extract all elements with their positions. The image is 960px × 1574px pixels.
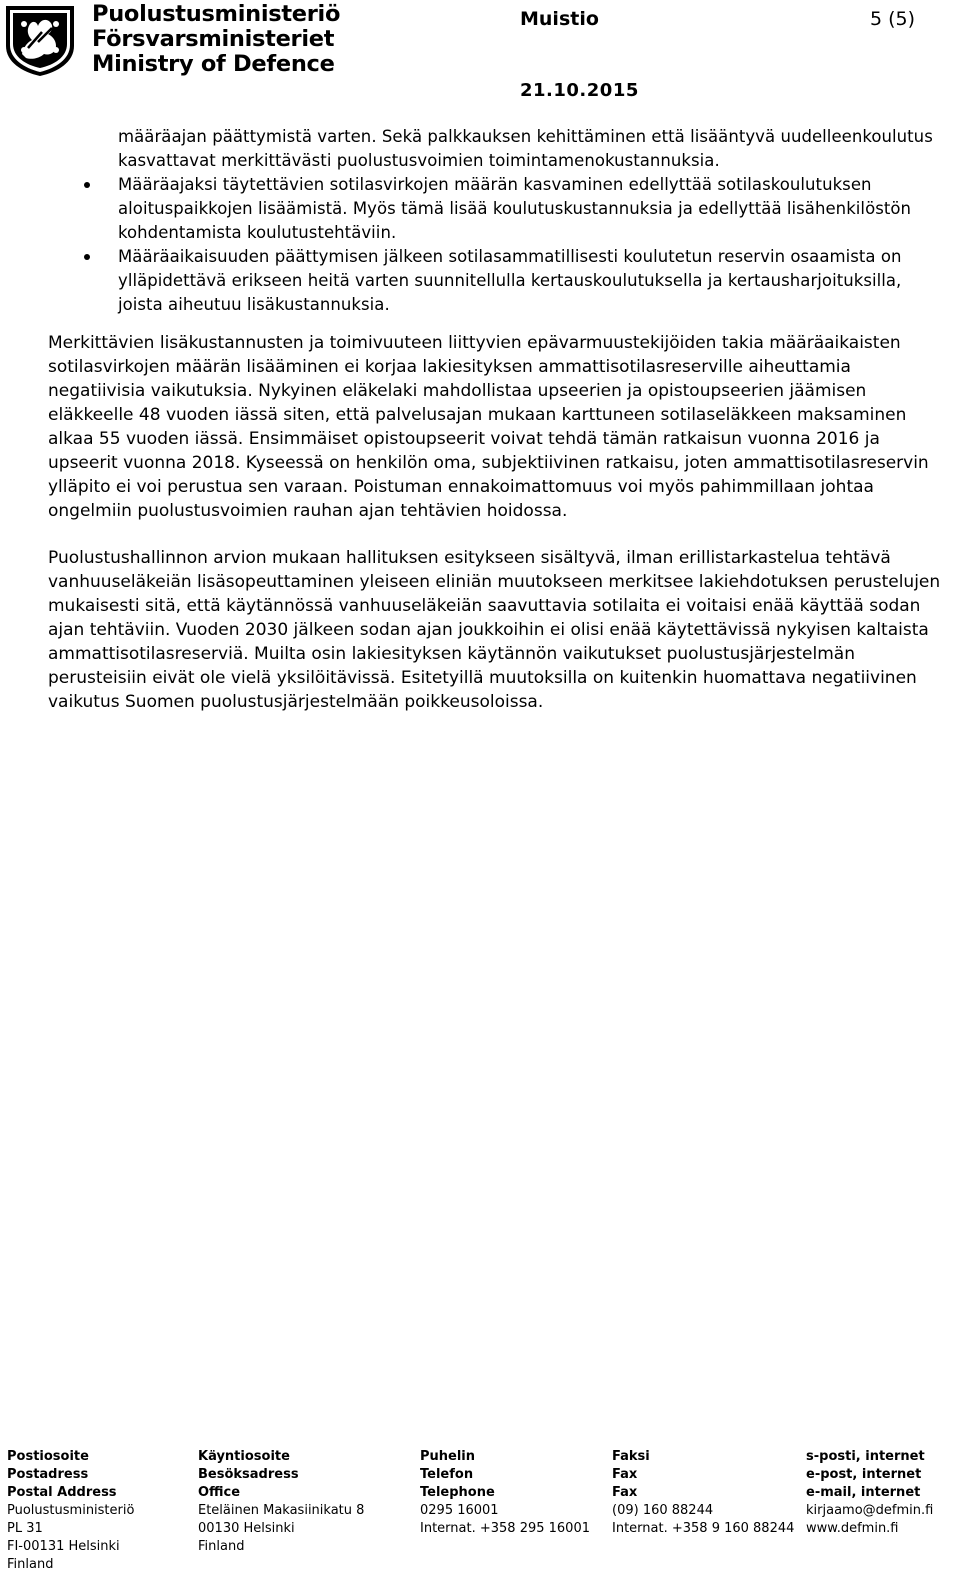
page-number: 5 (5) — [870, 8, 916, 30]
footer-line: PL 31 — [7, 1521, 43, 1536]
footer-line: Finland — [7, 1557, 54, 1572]
footer-heading: Telefon — [420, 1467, 474, 1482]
footer-line: Finland — [198, 1539, 245, 1554]
footer-visit-column — [198, 1448, 364, 1556]
footer-line: 0295 16001 — [420, 1503, 499, 1518]
footer-line: Puolustusministeriö — [7, 1503, 135, 1518]
footer-heading: Fax — [612, 1485, 638, 1500]
document-date: 21.10.2015 — [520, 80, 639, 101]
footer-postal-column — [7, 1448, 134, 1574]
footer-heading: Fax — [612, 1467, 638, 1482]
bullet-text: määräajan päättymistä varten. Sekä palkkauksen kehittäminen että lisääntyvä uudelleenkoulutus kasvattavat merkittävästi puolustusvoimien toimintamenokustannuksia. — [118, 127, 933, 170]
ministry-name-sv: Försvarsministeriet — [92, 26, 335, 52]
footer-email-link[interactable]: kirjaamo@defmin.fi — [806, 1503, 934, 1518]
bullet-dot-icon — [84, 254, 90, 260]
footer-line: FI-00131 Helsinki — [7, 1539, 120, 1554]
footer-heading: Postadress — [7, 1467, 89, 1482]
bullet-item — [48, 173, 948, 245]
footer-heading: Käyntiosoite — [198, 1449, 290, 1464]
footer-heading: Postiosoite — [7, 1449, 89, 1464]
footer-heading: Faksi — [612, 1449, 650, 1464]
footer-heading: Telephone — [420, 1485, 495, 1500]
footer-email-column — [806, 1448, 933, 1538]
footer-heading: Puhelin — [420, 1449, 476, 1464]
footer-website-link[interactable]: www.defmin.fi — [806, 1521, 899, 1536]
coat-of-arms-logo — [2, 2, 78, 78]
bullet-item — [48, 245, 948, 317]
bullet-dot-icon — [84, 182, 90, 188]
footer-fax-column — [612, 1448, 794, 1538]
footer-line: Eteläinen Makasiinikatu 8 — [198, 1503, 365, 1518]
bullet-text: Määräajaksi täytettävien sotilasvirkojen määrän kasvaminen edellyttää sotilaskoulutuksen aloituspaikkojen lisäämistä. Myös tämä lisää koulutuskustannuksia ja edellyttää lisähenkilöstön kohdentamista koulutustehtäviin. — [118, 175, 912, 242]
paragraph: Puolustushallinnon arvion mukaan hallituksen esitykseen sisältyvä, ilman erillistarkastelua tehtävä vanhuuseläkeiän lisäsopeuttaminen yleiseen eliniän muutokseen merkitsee lakiehdotuksen perustelujen mukaisesti sitä, että käytännössä vanhuuseläkeiän saavuttavia sotilaita ei voitaisi enää käyttää sodan ajan tehtäviin. Vuoden 2030 jälkeen sodan ajan joukkoihin ei olisi enää käytettävissä nykyisen kaltaista ammattisotilasreserviä. Muilta osin lakiesityksen käytännön vaikutukset puolustusjärjestelmän perusteisiin eivät ole vielä yksilöitävissä. Esitetyillä muutoksilla on kuitenkin huomattava negatiivinen vaikutus Suomen puolustusjärjestelmään poikkeusoloissa. — [48, 548, 941, 712]
footer-heading: Postal Address — [7, 1485, 117, 1500]
ministry-name-en: Ministry of Defence — [92, 51, 335, 77]
footer-heading: e-post, internet — [806, 1467, 922, 1482]
footer-line: (09) 160 88244 — [612, 1503, 714, 1518]
footer-heading: s-posti, internet — [806, 1449, 925, 1464]
document-body — [48, 125, 948, 714]
document-type: Muistio — [520, 8, 599, 30]
ministry-name-fi: Puolustusministeriö — [92, 1, 341, 27]
footer-line: 00130 Helsinki — [198, 1521, 295, 1536]
bullet-text: Määräaikaisuuden päättymisen jälkeen sotilasammatillisesti koulutetun reservin osaamista on ylläpidettävä erikseen heitä varten suunnitellulla kertauskoulutuksella ja kertausharjoituksilla, joista aiheutuu lisäkustannuksia. — [118, 247, 902, 314]
paragraph: Merkittävien lisäkustannusten ja toimivuuteen liittyvien epävarmuustekijöiden takia määräaikaisten sotilasvirkojen määrän lisääminen ei korjaa lakiesityksen ammattisotilasreserville aiheuttamia negatiivisia vaikutuksia. Nykyinen eläkelaki mahdollistaa upseerien ja opistoupseerien jäämisen eläkkeelle 48 vuoden iässä siten, että palvelusajan mukaan karttuneen sotilaseläkkeen maksaminen alkaa 55 vuoden iässä. Ensimmäiset opistoupseerit voivat tehdä tämän ratkaisun vuonna 2016 ja upseerit vuonna 2018. Kyseessä on henkilön oma, subjektiivinen ratkaisu, joten ammattisotilasreservin ylläpito ei voi perustua sen varaan. Poistuman ennakoimattomuus voi myös pahimmillaan johtaa ongelmiin puolustusvoimien rauhan ajan tehtävien hoidossa. — [48, 333, 929, 521]
bullet-continuation — [48, 125, 948, 173]
footer-heading: e-mail, internet — [806, 1485, 921, 1500]
footer-heading: Besöksadress — [198, 1467, 299, 1482]
footer-line: Internat. +358 9 160 88244 — [612, 1521, 795, 1536]
footer-heading: Office — [198, 1485, 241, 1500]
footer-line: Internat. +358 295 16001 — [420, 1521, 590, 1536]
footer-phone-column — [420, 1448, 590, 1538]
ministry-name-block — [92, 2, 340, 77]
